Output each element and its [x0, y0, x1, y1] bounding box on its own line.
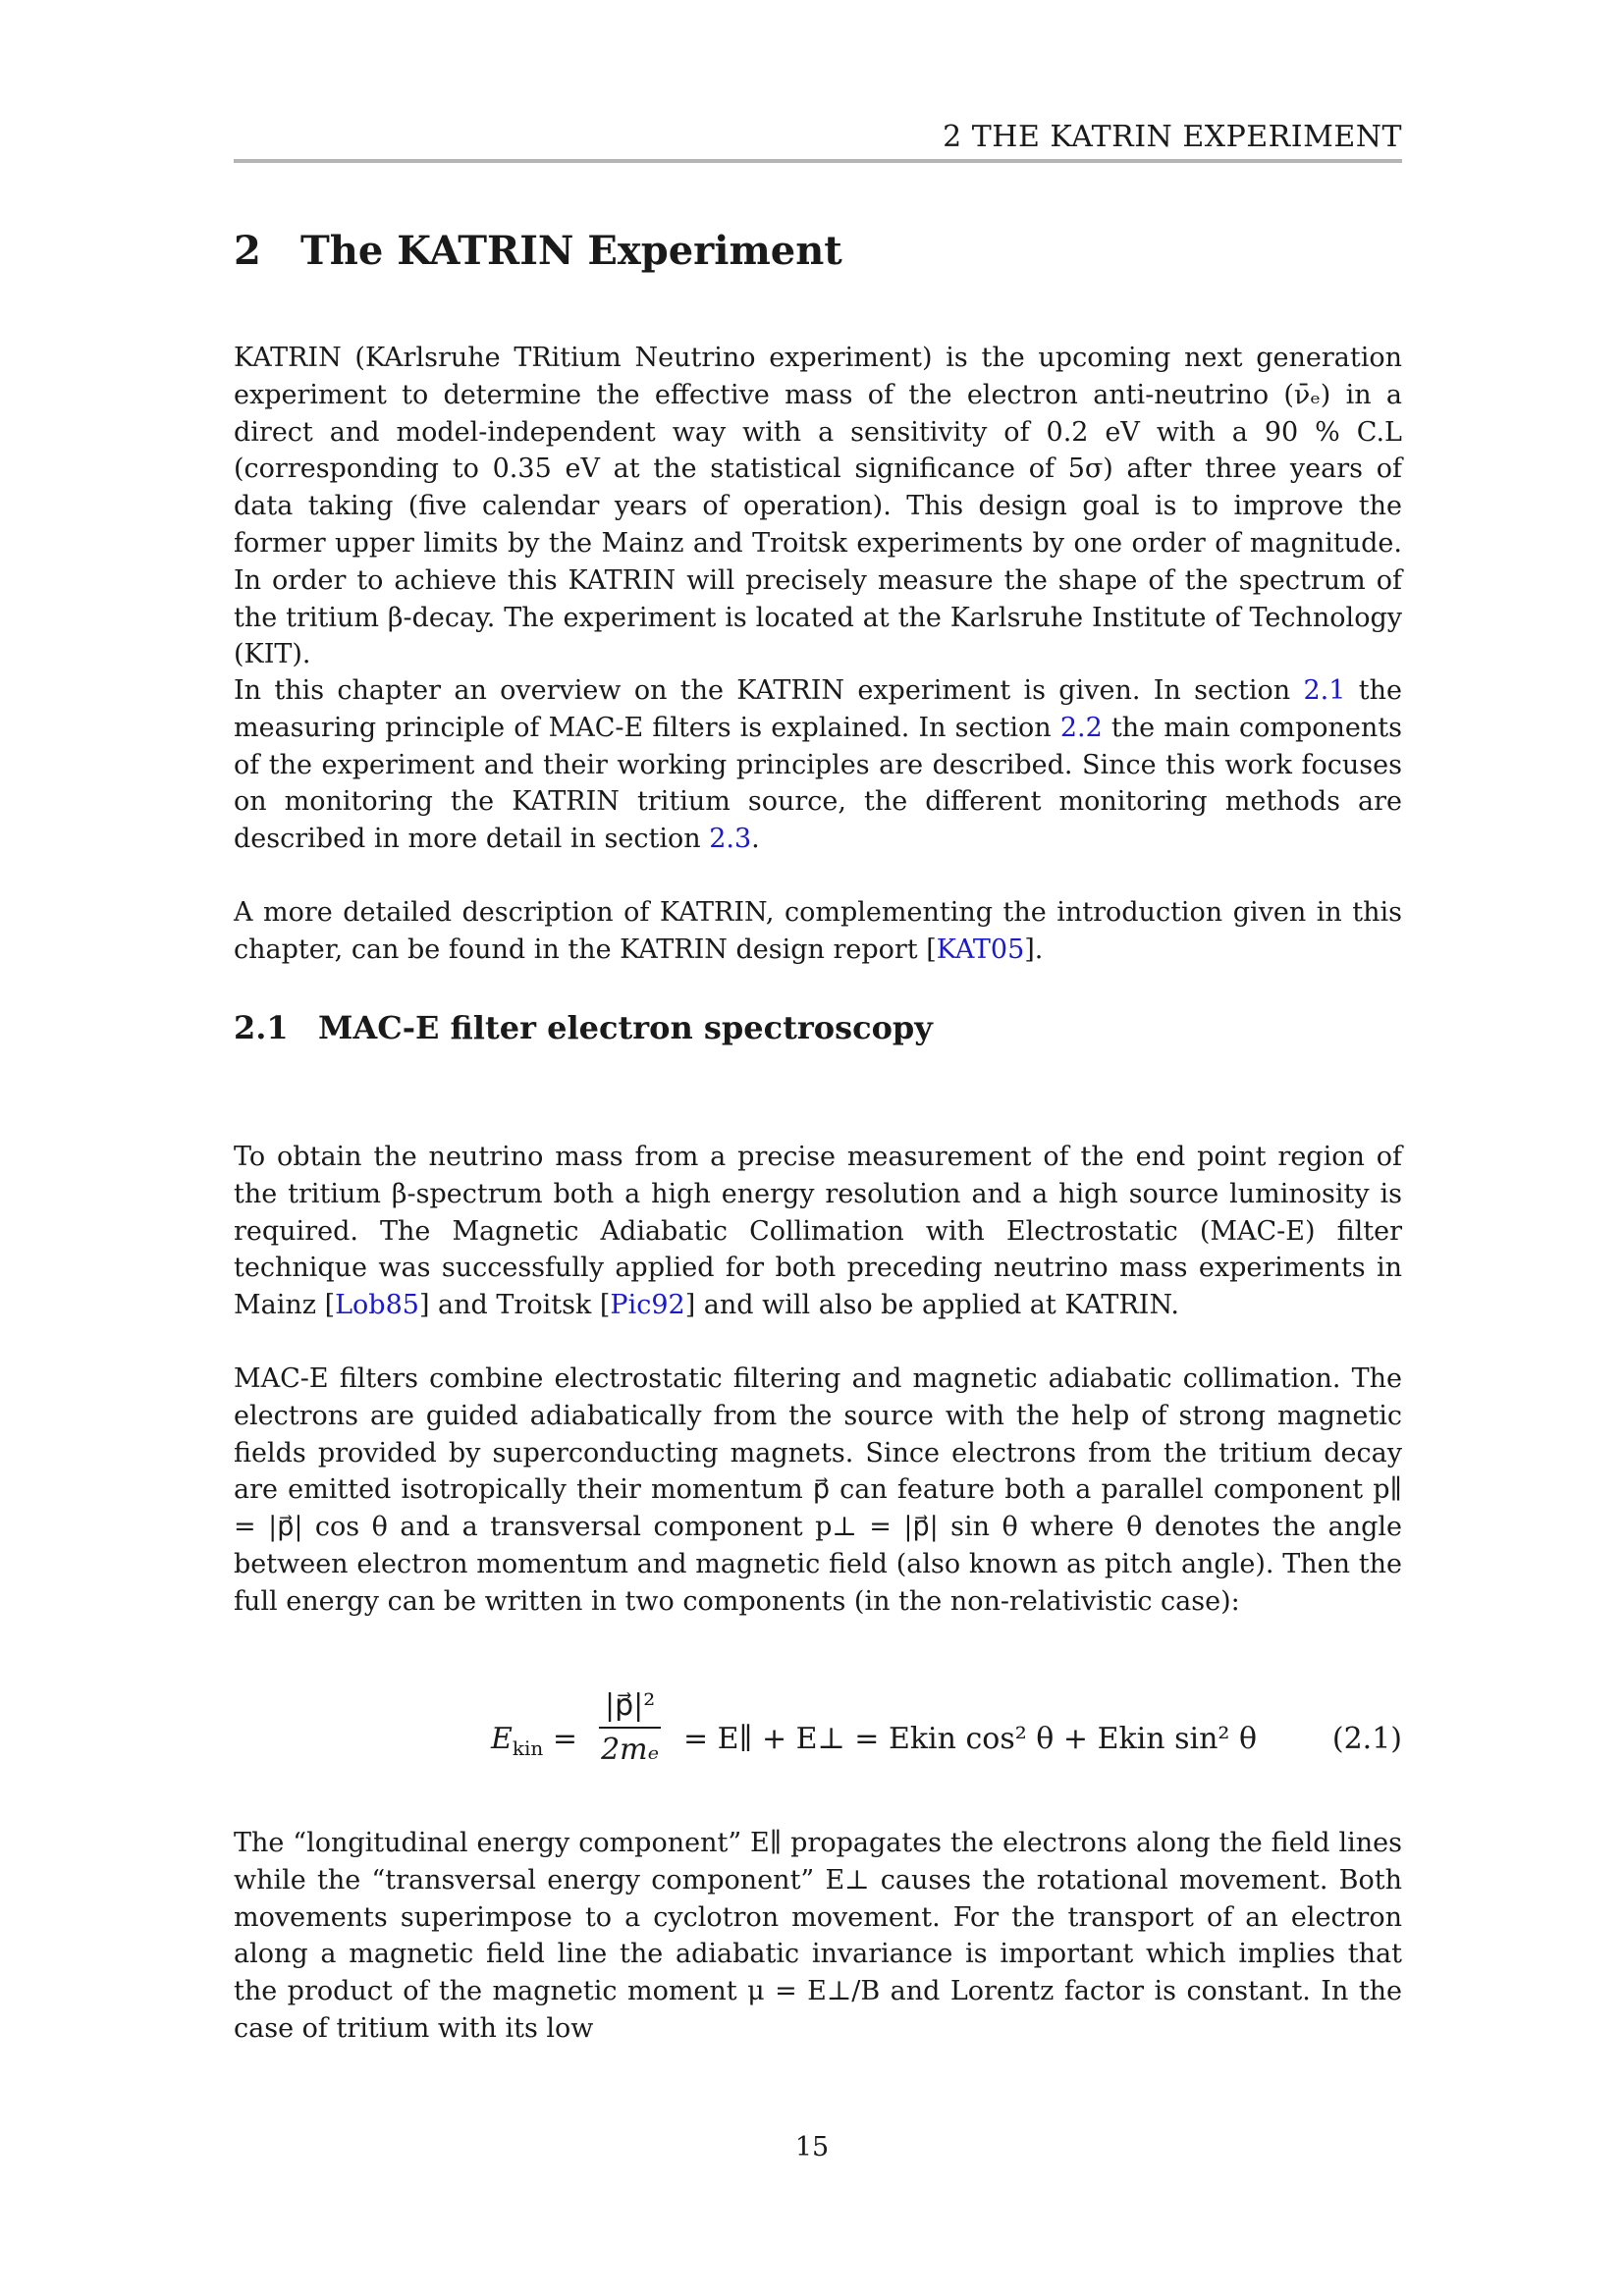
- equation-number: (2.1): [1331, 1722, 1402, 1756]
- equation-lhs: $E_{kin}$ =: [491, 1722, 577, 1760]
- equation-fraction: [599, 1688, 661, 1767]
- page-number: 15: [794, 2132, 830, 2163]
- paragraph-text: ] and Troitsk [: [418, 1290, 611, 1321]
- paragraph-mace-intro: [234, 1139, 1402, 1324]
- equation-body: [491, 1688, 1258, 1777]
- link-section-2-3[interactable]: 2.3: [709, 824, 752, 855]
- header-rule: [234, 159, 1402, 163]
- equation-2-1: [234, 1688, 1402, 1777]
- link-section-2-2[interactable]: 2.2: [1059, 712, 1103, 743]
- citation-lob85[interactable]: Lob85: [335, 1290, 419, 1321]
- citation-pic92[interactable]: Pic92: [610, 1290, 685, 1321]
- chapter-heading: [234, 228, 842, 274]
- paragraph-mace-principle: MAC-E filters combine electrostatic filtering and magnetic adiabatic collimation. The electrons are guided adiabatically from the source with the help of strong magnetic fields provided by superconducting magnets. Since electrons from the tritium decay are emitted isotropically their momentum p⃗ can feature both a parallel component p∥ = |p⃗| cos θ and a transversal component p⊥ = |p⃗| sin θ where θ denotes the angle between electron momentum and magnetic field (also known as pitch angle). Then the full energy can be written in two components (in the non-relativistic case):: [234, 1363, 1402, 1617]
- paragraph-text: ].: [1024, 934, 1044, 965]
- equation-lhs-subscript: kin: [512, 1736, 544, 1760]
- section-number: 2.1: [234, 1009, 289, 1046]
- link-section-2-1[interactable]: 2.1: [1303, 675, 1346, 706]
- chapter-number: 2: [234, 228, 261, 274]
- fraction-bar: [599, 1727, 661, 1729]
- fraction-numerator: |p⃗|²: [605, 1688, 656, 1723]
- paragraph-text: the main components of the experiment and their working principles are described. Since this work focuses on monitoring the KATRIN tritium source, the different monitoring methods are described in more detail in section: [234, 712, 1403, 855]
- equation-rhs: = E∥ + E⊥ = Ekin cos² θ + Ekin sin² θ: [683, 1722, 1258, 1756]
- equation-lhs-symbol: E: [491, 1722, 513, 1756]
- paragraph-text: In this chapter an overview on the KATRIN experiment is given. In section: [234, 675, 1304, 706]
- paragraph-text: the measuring principle of MAC-E filters is explained. In section: [234, 675, 1402, 743]
- paragraph-text: .: [751, 824, 760, 855]
- chapter-title: The KATRIN Experiment: [300, 228, 842, 274]
- running-header: 2 THE KATRIN EXPERIMENT: [943, 120, 1402, 154]
- section-heading: [234, 1009, 933, 1046]
- paragraph-design-report: [234, 894, 1402, 969]
- paragraph-overview: [234, 672, 1402, 858]
- citation-kat05[interactable]: KAT05: [936, 934, 1025, 965]
- fraction-denominator: 2mₑ: [601, 1733, 660, 1767]
- paragraph-text: ] and will also be applied at KATRIN.: [684, 1290, 1179, 1321]
- paragraph-text: To obtain the neutrino mass from a precise measurement of the end point region of the tritium β-spectrum both a high energy resolution and a high source luminosity is required. The Magnetic Adiabatic Collimation with Electrostatic (MAC-E) filter technique was successfully applied for both preceding neutrino mass experiments in Mainz [: [234, 1142, 1402, 1321]
- section-title: MAC-E filter electron spectroscopy: [318, 1009, 933, 1046]
- paragraph-text: A more detailed description of KATRIN, complementing the introduction given in this chapter, can be found in the KATRIN design report [: [234, 897, 1402, 965]
- paragraph-energy-components: The “longitudinal energy component” E∥ propagates the electrons along the field lines while the “transversal energy component” E⊥ causes the rotational movement. Both movements superimpose to a cyclotron movement. For the transport of an electron along a magnetic field line the adiabatic invariance is important which implies that the product of the magnetic moment μ = E⊥/B and Lorentz factor is constant. In the case of tritium with its low: [234, 1828, 1402, 2044]
- paragraph-intro: KATRIN (KArlsruhe TRitium Neutrino experiment) is the upcoming next generation experiment to determine the effective mass of the electron anti-neutrino (ν̄ₑ) in a direct and model-independent way with a sensitivity of 0.2 eV with a 90 % C.L (corresponding to 0.35 eV at the statistical significance of 5σ) after three years of data taking (five calendar years of operation). This design goal is to improve the former upper limits by the Mainz and Troitsk experiments by one order of magnitude. In order to achieve this KATRIN will precisely measure the shape of the spectrum of the tritium β-decay. The experiment is located at the Karlsruhe Institute of Technology (KIT).: [234, 343, 1402, 670]
